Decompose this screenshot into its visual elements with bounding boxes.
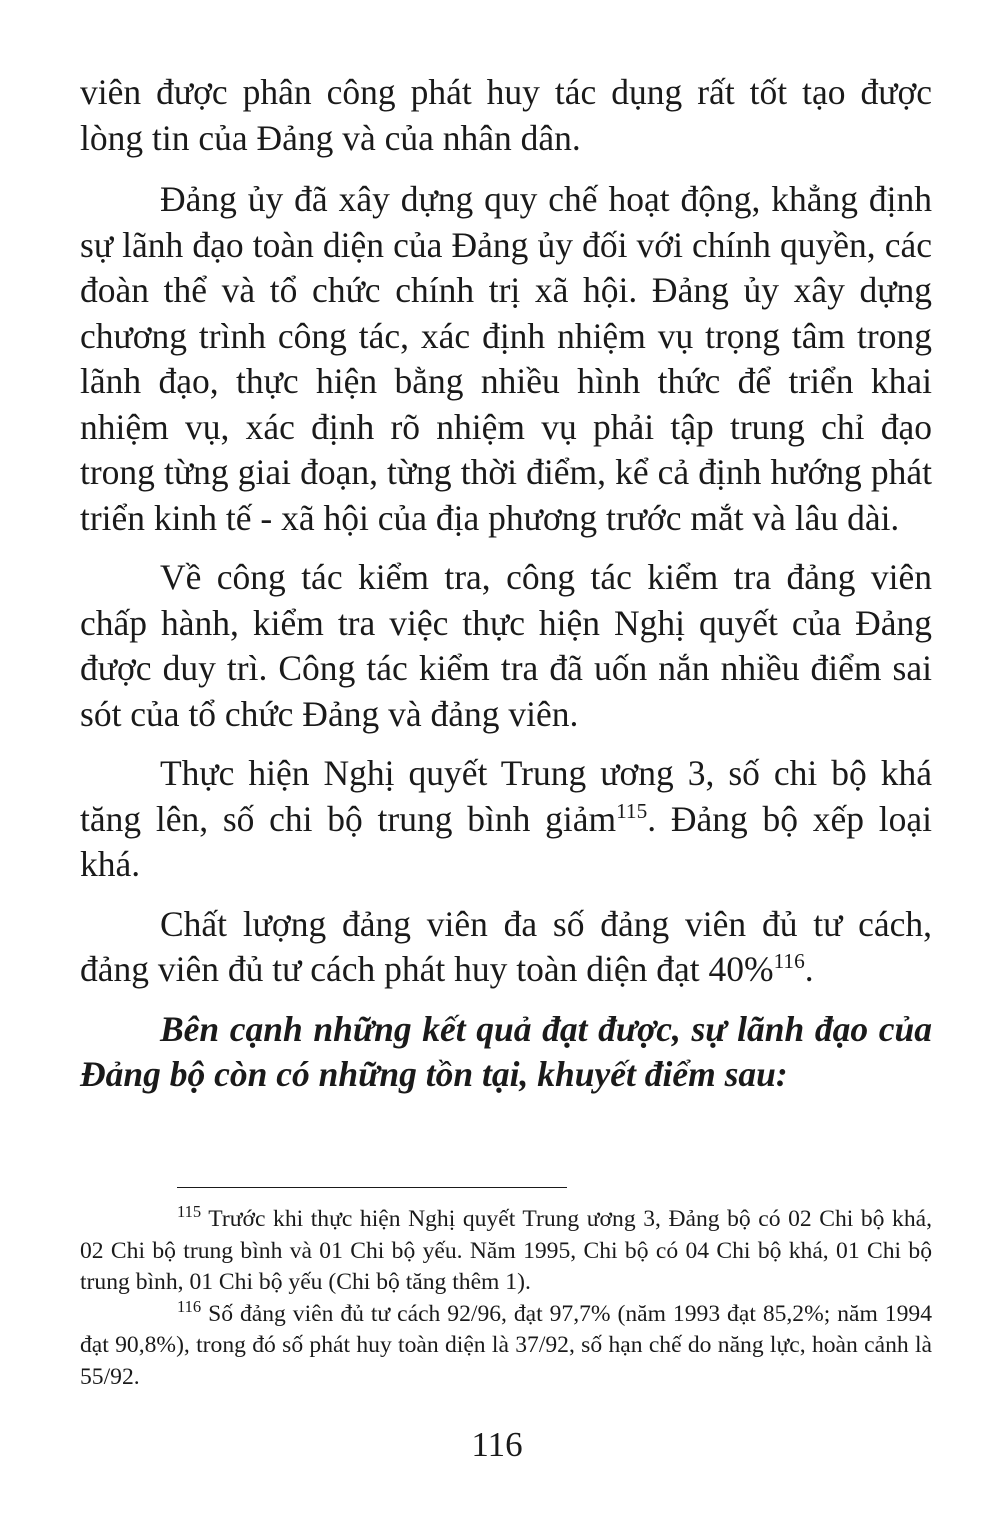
paragraph-member-quality-tail: . [804, 949, 814, 989]
paragraph-member-quality-text: Chất lượng đảng viên đa số đảng viên đủ tư cách, đảng viên đủ tư cách phát huy toàn diện đạt 40% [80, 903, 932, 989]
footnote-divider [177, 1187, 567, 1188]
footnote-text: Số đảng viên đủ tư cách 92/96, đạt 97,7% (năm 1993 đạt 85,2%; năm 1994 đạt 90,8%), trong đó số phát huy toàn diện là 37/92, số hạn chế do năng lực, hoàn cảnh là 55/92. [80, 1300, 932, 1390]
paragraph-member-quality [80, 902, 932, 993]
footnotes [80, 1204, 932, 1393]
paragraph-resolution-text: Thực hiện Nghị quyết Trung ương 3, số chi bộ khá tăng lên, số chi bộ trung bình giảm [80, 753, 932, 839]
footnote-ref-115[interactable]: 115 [616, 798, 648, 823]
paragraph-inspection: Về công tác kiểm tra, công tác kiểm tra đảng viên chấp hành, kiểm tra việc thực hiện Nghị quyết của Đảng được duy trì. Công tác kiểm tra đã uốn nắn nhiều điểm sai sót của tổ chức Đảng và đảng viên. [80, 557, 932, 734]
footnote-number: 115 [177, 1202, 202, 1222]
paragraph-party-committee: Đảng ủy đã xây dựng quy chế hoạt động, khẳng định sự lãnh đạo toàn diện của Đảng ủy đối với chính quyền, các đoàn thể và tổ chức chính trị xã hội. Đảng ủy xây dựng chương trình công tác, xác định nhiệm vụ trọng tâm trong lãnh đạo, thực hiện bằng nhiều hình thức để triển khai nhiệm vụ, xác định rõ nhiệm vụ phải tập trung chỉ đạo trong từng giai đoạn, từng thời điểm, kể cả định hướng phát triển kinh tế - xã hội của địa phương trước mắt và lâu dài. [80, 179, 932, 538]
footnote-number: 116 [177, 1296, 202, 1316]
paragraph-resolution [80, 751, 932, 888]
footnote-ref-116[interactable]: 116 [773, 949, 805, 974]
paragraph-resolution-tail: . Đảng bộ xếp loại khá. [80, 798, 932, 884]
page-body [80, 70, 932, 1112]
footnote-116 [80, 1296, 932, 1394]
footnote-115 [80, 1204, 932, 1299]
page-number: 116 [471, 1425, 523, 1464]
paragraph-continuation: viên được phân công phát huy tác dụng rất tốt tạo được lòng tin của Đảng và của nhân dân. [80, 72, 932, 158]
footnote-text: Trước khi thực hiện Nghị quyết Trung ương 3, Đảng bộ có 02 Chi bộ khá, 02 Chi bộ trung bình và 01 Chi bộ yếu. Năm 1995, Chi bộ có 04 Chi bộ khá, 01 Chi bộ trung bình, 01 Chi bộ yếu (Chi bộ tăng thêm 1). [80, 1206, 932, 1295]
bold-italic-heading: Bên cạnh những kết quả đạt được, sự lãnh đạo của Đảng bộ còn có những tồn tại, khuyết điểm sau: [80, 1008, 932, 1094]
